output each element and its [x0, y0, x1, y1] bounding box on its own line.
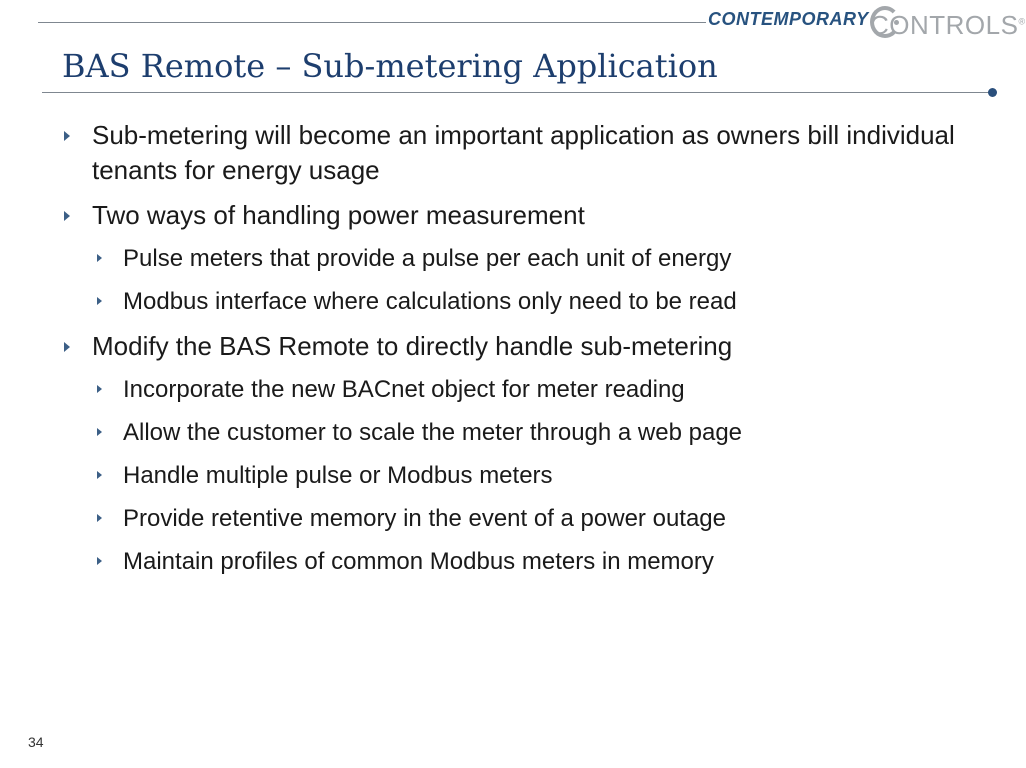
- sub-bullet-item: [60, 286, 960, 318]
- bullet-text: Maintain profiles of common Modbus meters in memory: [123, 548, 714, 575]
- header-rule: [38, 22, 706, 23]
- triangle-right-icon: [97, 514, 102, 522]
- triangle-right-icon: [64, 211, 70, 221]
- logo-wordmark-primary: CONTEMPORARY: [708, 9, 869, 29]
- company-logo: [706, 4, 1026, 46]
- triangle-right-icon: [97, 254, 102, 262]
- title-rule-dot-icon: [988, 88, 997, 97]
- bullet-text: Provide retentive memory in the event of a power outage: [123, 505, 726, 532]
- bullet-text: Allow the customer to scale the meter through a web page: [123, 419, 743, 446]
- bullet-text: Two ways of handling power measurement: [92, 200, 585, 230]
- sub-bullet-item: [60, 503, 960, 535]
- bullet-text: Sub-metering will become an important application as owners bill individual tenants for energy usage: [92, 120, 955, 185]
- triangle-right-icon: [97, 471, 102, 479]
- slide-title: BAS Remote – Sub-metering Application: [62, 47, 718, 85]
- title-underline: [42, 92, 992, 93]
- bullet-item: [60, 198, 960, 233]
- bullet-item: [60, 329, 960, 364]
- sub-bullet-item: [60, 417, 960, 449]
- bullet-text: Modbus interface where calculations only need to be read: [123, 288, 737, 315]
- bullet-text: Modify the BAS Remote to directly handle sub-metering: [92, 331, 733, 361]
- sub-bullet-item: [60, 243, 960, 275]
- bullet-text: Incorporate the new BACnet object for meter reading: [123, 376, 685, 403]
- page-number: 34: [28, 734, 44, 750]
- sub-bullet-item: [60, 374, 960, 406]
- triangle-right-icon: [97, 428, 102, 436]
- sub-bullet-item: [60, 460, 960, 492]
- triangle-right-icon: [64, 342, 70, 352]
- logo-wordmark-secondary: CONTROLS®: [870, 10, 1026, 40]
- bullet-text: Handle multiple pulse or Modbus meters: [123, 462, 553, 489]
- triangle-right-icon: [97, 557, 102, 565]
- bullet-list: [60, 118, 960, 589]
- sub-bullet-item: [60, 546, 960, 578]
- triangle-right-icon: [64, 131, 70, 141]
- bullet-item: [60, 118, 960, 188]
- bullet-text: Pulse meters that provide a pulse per each unit of energy: [123, 245, 732, 272]
- triangle-right-icon: [97, 385, 102, 393]
- triangle-right-icon: [97, 297, 102, 305]
